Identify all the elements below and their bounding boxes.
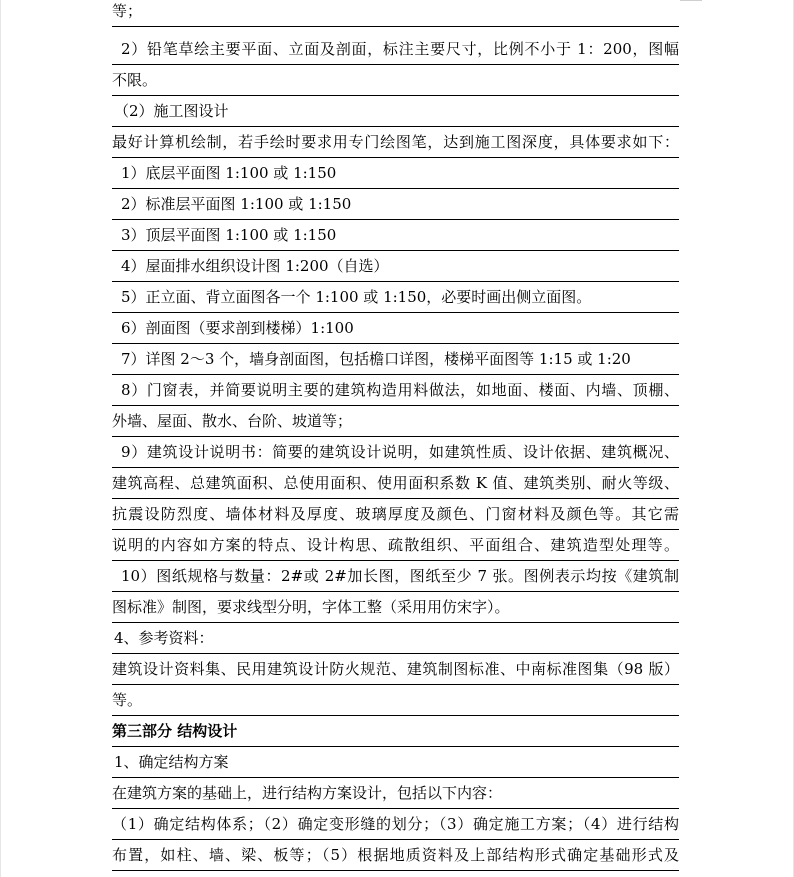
text-line: 4、参考资料： bbox=[112, 623, 679, 654]
text-line: 1、确定结构方案 bbox=[112, 747, 679, 778]
text-line: 2）铅笔草绘主要平面、立面及剖面，标注主要尺寸，比例不小于 1：200，图幅 bbox=[112, 34, 679, 65]
text-line: 8）门窗表，并简要说明主要的建筑构造用料做法，如地面、楼面、内墙、顶棚、 bbox=[112, 375, 679, 406]
text-line: 不限。 bbox=[112, 65, 679, 96]
text-line: 等； bbox=[112, 0, 679, 27]
text-line: 6）剖面图（要求剖到楼梯）1:100 bbox=[112, 313, 679, 344]
text-line: 布置，如柱、墙、梁、板等；（5）根据地质资料及上部结构形式确定基础形式及 bbox=[112, 840, 679, 871]
text-line: 外墙、屋面、散水、台阶、坡道等； bbox=[112, 406, 679, 437]
text-line: 说明的内容如方案的特点、设计构思、疏散组织、平面组合、建筑造型处理等。 bbox=[112, 530, 679, 561]
text-line: （2）施工图设计 bbox=[112, 96, 679, 127]
text-line: （1）确定结构体系；（2）确定变形缝的划分；（3）确定施工方案；（4）进行结构 bbox=[112, 809, 679, 840]
text-line: 2）标准层平面图 1:100 或 1:150 bbox=[112, 189, 679, 220]
section-heading: 第三部分 结构设计 bbox=[112, 716, 679, 747]
text-line: 抗震设防烈度、墙体材料及厚度、玻璃厚度及颜色、门窗材料及颜色等。其它需 bbox=[112, 499, 679, 530]
text-line: 5）正立面、背立面图各一个 1:100 或 1:150，必要时画出侧立面图。 bbox=[112, 282, 679, 313]
text-line: 等。 bbox=[112, 685, 679, 716]
text-line: 图标准》制图，要求线型分明，字体工整（采用用仿宋字）。 bbox=[112, 592, 679, 623]
text-line: 1）底层平面图 1:100 或 1:150 bbox=[112, 158, 679, 189]
page-edge-left bbox=[0, 0, 1, 877]
text-line: 建筑设计资料集、民用建筑设计防火规范、建筑制图标准、中南标准图集（98 版） bbox=[112, 654, 679, 685]
text-line: 3）顶层平面图 1:100 或 1:150 bbox=[112, 220, 679, 251]
text-line: 在建筑方案的基础上，进行结构方案设计，包括以下内容： bbox=[112, 778, 679, 809]
text-line: 最好计算机绘制，若手绘时要求用专门绘图笔，达到施工图深度，具体要求如下： bbox=[112, 127, 679, 158]
text-line: 7）详图 2～3 个，墙身剖面图，包括檐口详图，楼梯平面图等 1:15 或 1:20 bbox=[112, 344, 679, 375]
text-line: 4）屋面排水组织设计图 1:200（自选） bbox=[112, 251, 679, 282]
text-line: 建筑高程、总建筑面积、总使用面积、使用面积系数 K 值、建筑类别、耐火等级、 bbox=[112, 468, 679, 499]
text-line: 10）图纸规格与数量：2#或 2#加长图，图纸至少 7 张。图例表示均按《建筑制 bbox=[112, 561, 679, 592]
page-corner-mark bbox=[680, 0, 702, 7]
text-line: 9）建筑设计说明书：简要的建筑设计说明，如建筑性质、设计依据、建筑概况、 bbox=[112, 437, 679, 468]
